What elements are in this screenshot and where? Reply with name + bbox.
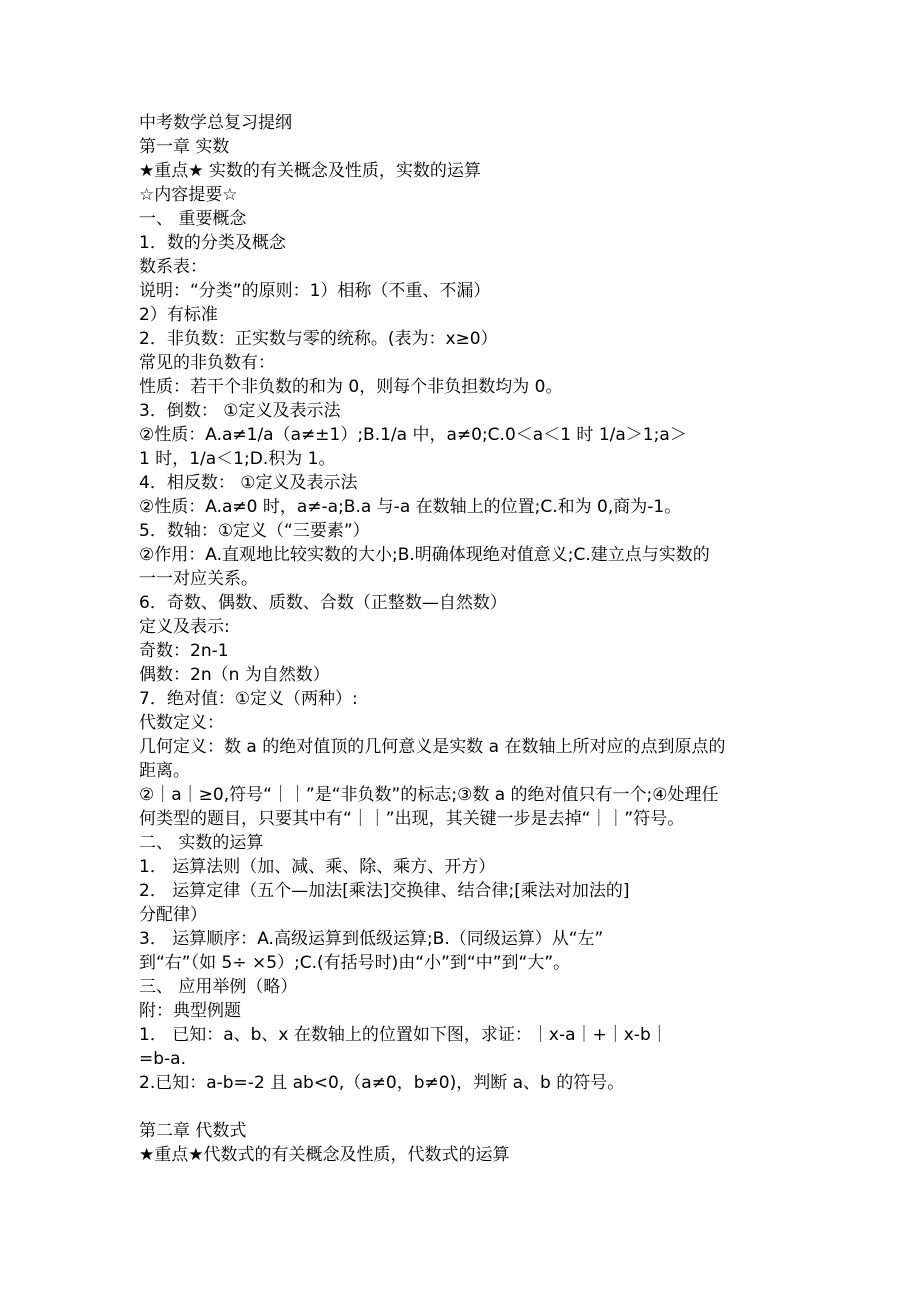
text-line: 2．非负数：正实数与零的统称。(表为：x≥0） <box>139 329 498 349</box>
text-line: 2.已知：a-b=-2 且 ab<0,（a≠0，b≠0)，判断 a、b 的符号。 <box>139 1073 625 1093</box>
text-line: 2）有标准 <box>139 305 218 325</box>
text-line: 定义及表示: <box>139 617 230 637</box>
content-summary-heading: ☆内容提要☆ <box>139 185 238 205</box>
text-line: 偶数：2n（n 为自然数） <box>139 665 330 685</box>
text-line: 性质：若干个非负数的和为 0，则每个非负担数均为 0。 <box>139 377 563 397</box>
text-line: 附：典型例题 <box>139 1001 241 1021</box>
text-line: 1．数的分类及概念 <box>139 233 286 253</box>
text-line: 数系表： <box>139 257 207 277</box>
text-line: 7．绝对值：①定义（两种）: <box>139 689 358 709</box>
key-points: ★重点★ 实数的有关概念及性质，实数的运算 <box>139 161 481 181</box>
text-line: 3．倒数： ①定义及表示法 <box>139 401 341 421</box>
text-line: ②性质：A.a≠0 时，a≠-a;B.a 与-a 在数轴上的位置;C.和为 0,商为-1。 <box>139 497 682 517</box>
text-line: 1． 已知：a、b、x 在数轴上的位置如下图，求证：｜x-a｜+｜x-b｜ <box>139 1025 668 1045</box>
text-line: 几何定义：数 a 的绝对值顶的几何意义是实数 a 在数轴上所对应的点到原点的 <box>139 737 726 757</box>
text-line: 奇数：2n-1 <box>139 641 229 661</box>
text-line: 一一对应关系。 <box>139 569 258 589</box>
text-line: ②作用：A.直观地比较实数的大小;B.明确体现绝对值意义;C.建立点与实数的 <box>139 545 710 565</box>
section-heading: 三、 应用举例（略） <box>139 977 298 997</box>
text-line: 代数定义： <box>139 713 224 733</box>
text-line: 分配律） <box>139 905 207 925</box>
text-line: ②｜a｜≥0,符号“｜｜”是“非负数”的标志;③数 a 的绝对值只有一个;④处理任 <box>139 785 719 805</box>
text-line: 到“右”（如 5÷ ×5）;C.(有括号时)由“小”到“中”到“大”。 <box>139 953 571 973</box>
text-line: 5．数轴：①定义（“三要素”） <box>139 521 370 541</box>
text-line: 6．奇数、偶数、质数、合数（正整数—自然数） <box>139 593 507 613</box>
doc-title: 中考数学总复习提纲 <box>139 113 292 133</box>
text-line: 何类型的题目，只要其中有“｜｜”出现，其关键一步是去掉“｜｜”符号。 <box>139 809 685 829</box>
text-line: 1． 运算法则（加、减、乘、除、乘方、开方） <box>139 857 496 877</box>
document-page <box>139 111 789 1167</box>
text-line: 4．相反数： ①定义及表示法 <box>139 473 358 493</box>
text-line: =b-a. <box>139 1049 186 1069</box>
key-points: ★重点★代数式的有关概念及性质，代数式的运算 <box>139 1145 510 1165</box>
text-line: 距离。 <box>139 761 190 781</box>
section-heading: 一、 重要概念 <box>139 209 247 229</box>
text-line: 常见的非负数有： <box>139 353 275 373</box>
text-line: 3． 运算顺序：A.高级运算到低级运算;B.（同级运算）从“左” <box>139 929 604 949</box>
text-line: 2． 运算定律（五个—加法[乘法]交换律、结合律;[乘法对加法的] <box>139 881 630 901</box>
section-heading: 二、 实数的运算 <box>139 833 264 853</box>
blank-line <box>139 1095 789 1119</box>
text-line: 说明：“分类”的原则：1）相称（不重、不漏） <box>139 281 491 301</box>
chapter-heading: 第一章 实数 <box>139 137 230 157</box>
text-line: 1 时，1/a＜1;D.积为 1。 <box>139 449 336 469</box>
chapter-heading: 第二章 代数式 <box>139 1121 247 1141</box>
text-line: ②性质：A.a≠1/a（a≠±1）;B.1/a 中，a≠0;C.0＜a＜1 时 1/a＞1;a＞ <box>139 425 687 445</box>
